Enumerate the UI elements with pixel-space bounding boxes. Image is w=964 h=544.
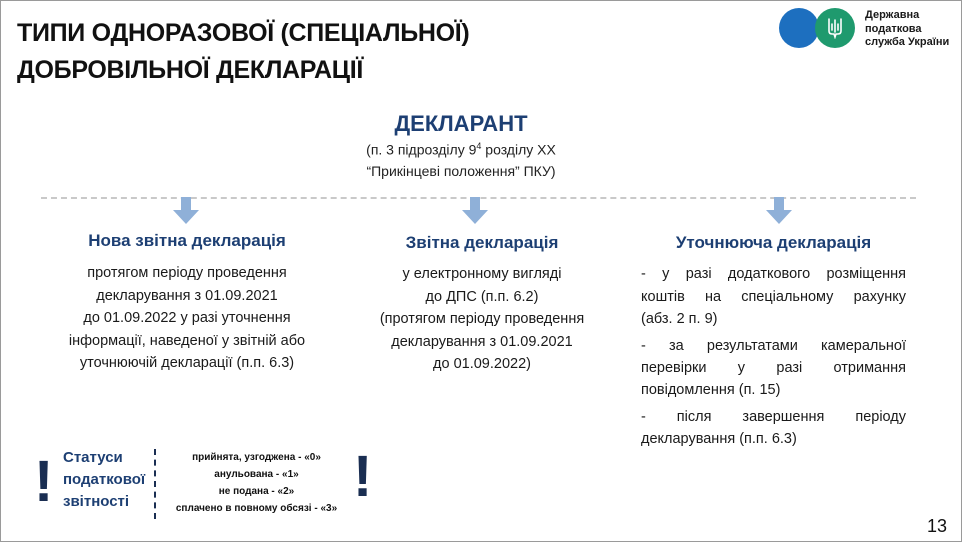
text-line: декларування з 01.09.2021 bbox=[391, 333, 573, 350]
text-line: перевірки у разі отримання bbox=[641, 360, 906, 376]
exclamation-icon: ! bbox=[34, 449, 54, 514]
arrow-down-icon bbox=[172, 197, 200, 225]
arrow-down-icon bbox=[461, 197, 489, 225]
text-line: декларування (п.п. 6.3) bbox=[641, 431, 797, 447]
text-line: - після завершення періоду bbox=[641, 409, 906, 425]
text-line: (протягом періоду проведення bbox=[379, 311, 585, 327]
heading-line: звітності bbox=[63, 493, 130, 510]
text-line: протягом періоду проведення bbox=[87, 265, 287, 281]
status-item: сплачено в повному обсязі - «3» bbox=[175, 503, 338, 514]
ref-superscript: 4 bbox=[476, 141, 482, 151]
report-text bbox=[336, 263, 628, 376]
text-line: до 01.09.2022 у разі уточнення bbox=[83, 310, 291, 326]
tax-service-logo bbox=[779, 7, 959, 51]
ref-text-end: розділу XX bbox=[481, 141, 556, 158]
status-heading bbox=[63, 447, 145, 513]
trident-icon bbox=[826, 17, 844, 39]
text-line: інформації, наведеної у звітній або bbox=[68, 332, 306, 349]
text-line: декларування з 01.09.2021 bbox=[96, 287, 278, 304]
status-item: анульована - «1» bbox=[214, 469, 299, 480]
exclamation-icon: ! bbox=[353, 444, 373, 509]
text-line: до ДПС (п.п. 6.2) bbox=[425, 288, 539, 305]
text-line: у електронному вигляді bbox=[402, 266, 562, 282]
text-line: (абз. 2 п. 9) bbox=[641, 311, 718, 327]
text-line: уточнюючій декларації (п.п. 6.3) bbox=[79, 355, 295, 371]
declarant-ref-line-1 bbox=[301, 141, 621, 158]
slide-title bbox=[17, 15, 469, 89]
arrow-down-icon bbox=[765, 197, 793, 225]
ref-text: (п. 3 підрозділу 9 bbox=[366, 141, 477, 158]
heading-line: Статуси bbox=[63, 449, 123, 466]
title-line-2: ДОБРОВІЛЬНОЇ ДЕКЛАРАЦІЇ bbox=[17, 56, 363, 84]
clarifying-heading: Уточнююча декларація bbox=[675, 233, 872, 252]
logo-text: Державна податкова служба України bbox=[865, 9, 950, 48]
status-item: прийнята, узгоджена - «0» bbox=[192, 452, 321, 463]
logo-blue-circle bbox=[779, 8, 819, 48]
title-line-1: ТИПИ ОДНОРАЗОВОЇ (СПЕЦІАЛЬНОЇ) bbox=[17, 19, 470, 47]
page-number: 13 bbox=[927, 516, 948, 536]
new-report-text bbox=[41, 262, 333, 375]
text-line: - у разі додаткового розміщення bbox=[641, 266, 906, 282]
report-heading: Звітна декларація bbox=[405, 233, 559, 252]
dashed-separator bbox=[154, 449, 156, 519]
text-line: до 01.09.2022) bbox=[433, 356, 531, 372]
heading-line: податкової bbox=[63, 471, 146, 488]
text-line: повідомлення (п. 15) bbox=[641, 382, 781, 398]
declarant-ref-line-2: “Прикінцеві положення” ПКУ) bbox=[366, 163, 556, 179]
text-line: коштів на спеціальному рахунку bbox=[641, 289, 906, 305]
new-report-heading: Нова звітна декларація bbox=[88, 231, 286, 250]
text-line: - за результатами камеральної bbox=[641, 338, 906, 354]
declarant-heading: ДЕКЛАРАНТ bbox=[394, 111, 528, 136]
status-item: не подана - «2» bbox=[218, 486, 295, 497]
